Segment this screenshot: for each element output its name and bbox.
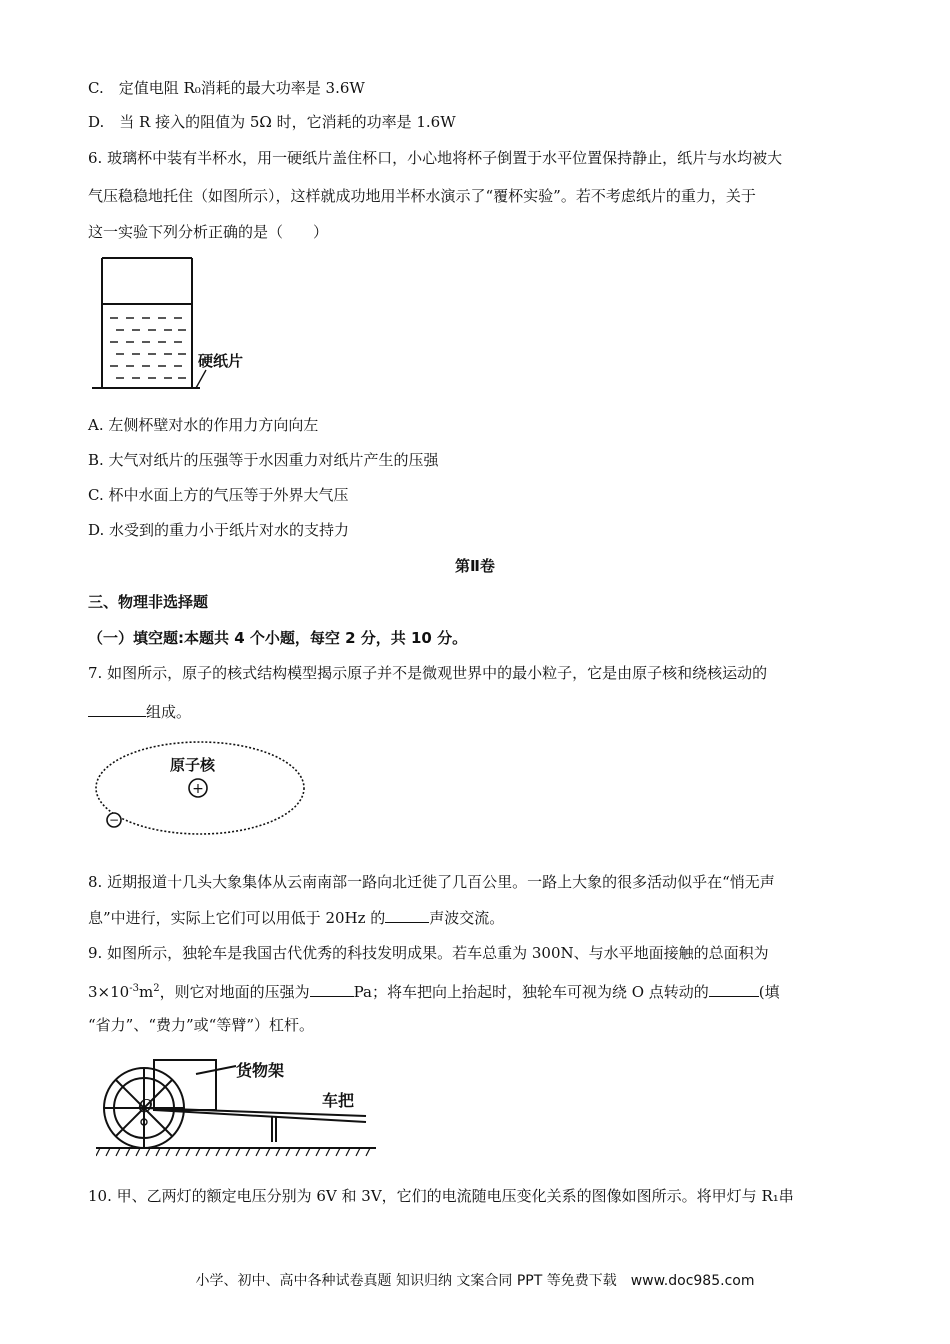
q8-line2-before: 息”中进行，实际上它们可以用低于 20Hz 的 [88,909,386,927]
fill-blank-subtitle: （一）填空题:本题共 4 个小题，每空 2 分，共 10 分。 [88,629,468,647]
q9-pressure-blank[interactable] [310,982,354,997]
q8-line2-after: 声波交流。 [429,909,505,927]
q9-line2-coef: 3×10 [88,983,130,1001]
q8-answer-blank[interactable] [385,908,429,923]
q9-lever-blank[interactable] [709,982,759,997]
q6-cup-figure [88,254,268,394]
electron-minus-icon: − [108,813,120,827]
page-footer: 小学、初中、高中各种试卷真题 知识归纳 文案合同 PPT 等免费下载 www.doc985.com [195,1273,755,1289]
q6-option-c: C. 杯中水面上方的气压等于外界大气压 [88,486,349,504]
q9-pivot-label: O [138,1096,153,1117]
q7-figure-label: 原子核 [170,756,216,774]
volume-title: 第Ⅱ卷 [455,557,495,575]
q10-stem-line1: 10. 甲、乙两灯的额定电压分别为 6V 和 3V，它们的电流随电压变化关系的图像如图所示。将甲灯与 R₁串 [88,1187,794,1205]
q9-line2-unit: m [138,983,154,1001]
q6-option-d: D. 水受到的重力小于纸片对水的支持力 [88,521,350,539]
q9-line2-text3: (填 [758,983,780,1001]
q6-option-b: B. 大气对纸片的压强等于水因重力对纸片产生的压强 [88,451,439,469]
q6-stem-line1: 6. 玻璃杯中装有半杯水，用一硬纸片盖住杯口，小心地将杯子倒置于水平位置保持静止，纸片与水均被大 [88,149,783,167]
q5-option-d: D. 当 R 接入的阻值为 5Ω 时，它消耗的功率是 1.6W [88,113,456,131]
q6-stem-line3: 这一实验下列分析正确的是（ ） [88,223,329,241]
q6-option-a: A. 左侧杯壁对水的作用力方向向左 [88,416,319,434]
q9-line2-text1: ，则它对地面的压强为 [159,983,310,1001]
q7-answer-blank[interactable] [88,702,146,717]
q7-stem-line1: 7. 如图所示，原子的核式结构模型揭示原子并不是微观世界中的最小粒子，它是由原子核和绕核运动的 [88,664,768,682]
q7-stem-line2 [88,702,191,722]
q9-stem-line3: “省力”、“费力”或“等臂”）杠杆。 [88,1016,315,1034]
q9-wheelbarrow-figure [96,1050,386,1165]
q7-stem-line2-text: 组成。 [146,703,192,721]
q9-line2-text2: Pa；将车把向上抬起时，独轮车可视为绕 O 点转动的 [353,983,709,1001]
q9-line2-exp: -3 [129,983,139,994]
q8-stem-line2 [88,908,504,928]
q6-stem-line2: 气压稳稳地托住（如图所示），这样就成功地用半杯水演示了“覆杯实验”。若不考虑纸片的重力，关于 [88,187,756,205]
q7-atom-figure [88,736,318,846]
nucleus-plus-icon: + [192,781,204,797]
q5-option-c: C. 定值电阻 R₀消耗的最大功率是 3.6W [88,79,365,97]
q9-line2-unit-exp: 2 [153,983,160,994]
q9-stem-line2 [88,979,780,1002]
q9-stem-line1: 9. 如图所示，独轮车是我国古代优秀的科技发明成果。若车总重为 300N、与水平地面接触的总面积为 [88,944,769,962]
q9-rack-label: 货物架 [236,1061,285,1080]
q6-figure-label: 硬纸片 [198,352,244,370]
part-title: 三、物理非选择题 [88,593,209,611]
q9-handle-label: 车把 [322,1091,355,1110]
q8-stem-line1: 8. 近期报道十几头大象集体从云南南部一路向北迁徙了几百公里。一路上大象的很多活动似乎在“悄无声 [88,873,775,891]
